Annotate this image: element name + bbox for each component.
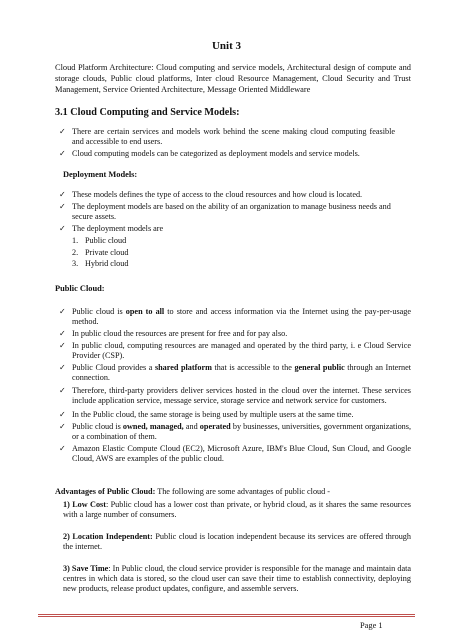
item-text: These models defines the type of access to the cloud resources and how cloud is located.	[72, 190, 363, 199]
checkmark-icon: ✓	[59, 410, 66, 419]
intro-paragraph: Cloud Platform Architecture: Cloud computing and service models, Architectural design of compute and storage clouds, Public cloud platforms, Inter cloud Resource Management, Cloud Security and Trust Management, Service Oriented Architecture, Message Oriented Middleware	[55, 63, 411, 94]
item-text: Amazon Elastic Compute Cloud (EC2), Microsoft Azure, IBM's Blue Cloud, Sun Cloud, and Google Cloud, AWS are examples of the public cloud.	[72, 444, 411, 463]
advantages-heading-rest: The following are some advantages of public cloud -	[155, 487, 331, 496]
checkmark-icon: ✓	[59, 202, 66, 211]
bold-text: shared platform	[154, 363, 212, 372]
list-item	[59, 190, 399, 200]
checkmark-icon: ✓	[59, 386, 66, 395]
item-text: and	[183, 422, 200, 431]
list-item	[59, 149, 395, 159]
footer-rule	[38, 614, 415, 615]
advantage-title: 1) Low Cost	[63, 500, 106, 509]
advantage-text: Public cloud is location independent because its services are offered through the internet.	[63, 532, 411, 551]
list-item	[59, 444, 411, 464]
bold-text: owned, managed,	[122, 422, 184, 431]
deployment-title: Deployment Models:	[63, 170, 138, 179]
item-text: through an Internet connection.	[72, 363, 412, 382]
item-text: Public cloud is	[72, 422, 123, 431]
page-number: Page 1	[360, 621, 383, 630]
advantage-title: 3) Save Time	[63, 564, 109, 573]
item-text: In public cloud, computing resources are managed and operated by the third party, i. e Cloud Service Provider (CSP).	[72, 341, 411, 360]
checkmark-icon: ✓	[59, 190, 66, 199]
list-item	[59, 329, 411, 339]
numbered-item	[72, 236, 399, 246]
list-item	[59, 386, 411, 406]
checkmark-icon: ✓	[59, 422, 66, 431]
public-cloud-points	[59, 307, 411, 466]
checkmark-icon: ✓	[59, 329, 66, 338]
deployment-points	[59, 190, 399, 271]
advantage-text: : Public cloud has a lower cost than private, or hybrid cloud, as it shares the same resources with a large number of consumers.	[63, 500, 411, 519]
item-text: Therefore, third-party providers deliver services hosted in the cloud over the internet. These services include application service, message service, storage service and network service for customers.	[72, 386, 411, 405]
item-text: by businesses, universities, government organizations, or a combination of them.	[72, 422, 412, 441]
bold-text: general public	[294, 363, 345, 372]
bold-text: open to all	[125, 307, 165, 316]
list-item	[59, 127, 395, 147]
checkmark-icon: ✓	[59, 224, 66, 233]
item-text: The deployment models are	[72, 224, 164, 233]
item-text: Cloud computing models can be categorized as deployment models and service models.	[72, 149, 360, 158]
unit-title: Unit 3	[211, 40, 242, 52]
footer-rule	[38, 616, 415, 617]
list-item	[59, 341, 411, 361]
list-item	[59, 307, 411, 327]
item-text: There are certain services and models work behind the scene making cloud computing feasible and accessible to end users.	[72, 127, 395, 146]
checkmark-icon: ✓	[59, 127, 66, 136]
section-title: 3.1 Cloud Computing and Service Models:	[55, 107, 240, 118]
advantage-location-independent	[63, 532, 411, 552]
advantage-title: 2) Location Independent:	[63, 532, 153, 541]
item-text: that is accessible to the	[211, 363, 295, 372]
list-item	[59, 410, 411, 420]
list-item	[59, 363, 411, 383]
advantages-heading-bold: Advantages of Public Cloud:	[55, 487, 156, 496]
item-text: Public Cloud provides a	[72, 363, 155, 372]
list-item	[59, 202, 399, 222]
item-number: 3.	[72, 259, 79, 268]
public-cloud-title: Public Cloud:	[55, 284, 105, 293]
checkmark-icon: ✓	[59, 341, 66, 350]
item-text: The deployment models are based on the ability of an organization to manage business needs and secure assets.	[72, 202, 391, 221]
checkmark-icon: ✓	[59, 444, 66, 453]
checkmark-icon: ✓	[59, 149, 66, 158]
item-text: Hybrid cloud	[85, 259, 129, 268]
item-text: to store and access information via the Internet using the pay-per-usage method.	[72, 307, 411, 326]
section-points	[59, 127, 395, 161]
item-text: Public cloud is	[72, 307, 126, 316]
advantages-heading	[55, 487, 415, 497]
advantage-low-cost	[63, 500, 411, 520]
list-item	[59, 422, 411, 442]
item-text: In the Public cloud, the same storage is being used by multiple users at the same time.	[72, 410, 354, 419]
item-text: Private cloud	[85, 247, 129, 257]
item-text: Public cloud	[85, 236, 127, 245]
item-number: 1.	[72, 236, 79, 245]
checkmark-icon: ✓	[59, 363, 66, 372]
numbered-item	[72, 248, 399, 258]
checkmark-icon: ✓	[59, 307, 66, 316]
list-item	[59, 224, 399, 234]
numbered-item	[72, 259, 399, 269]
advantage-text: : In Public cloud, the cloud service provider is responsible for the manage and maintain data centres in which data is stored, so the cloud user can save their time to establish connectivity, deploying new products, release product updates, configure, and assemble servers.	[63, 564, 411, 593]
bold-text: operated	[199, 422, 231, 431]
item-text: In public cloud the resources are present for free and for pay also.	[72, 329, 288, 338]
item-number: 2.	[72, 247, 79, 257]
advantage-save-time	[63, 564, 411, 594]
